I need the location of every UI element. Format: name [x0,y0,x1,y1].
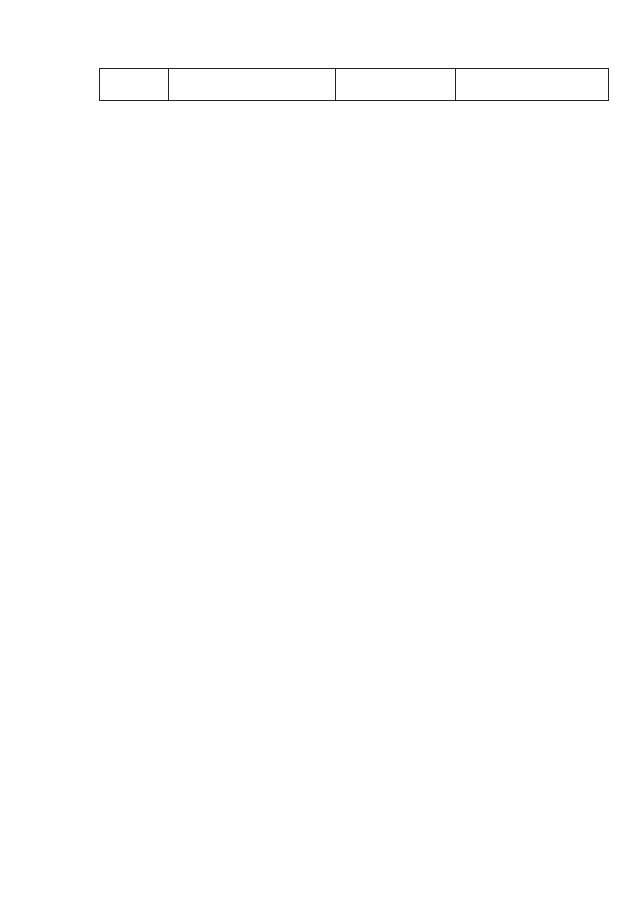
column-header-1 [100,69,169,101]
column-header-4 [456,69,609,101]
column-header-3 [335,69,456,101]
column-header-2 [169,69,335,101]
column-header-row [99,68,609,101]
